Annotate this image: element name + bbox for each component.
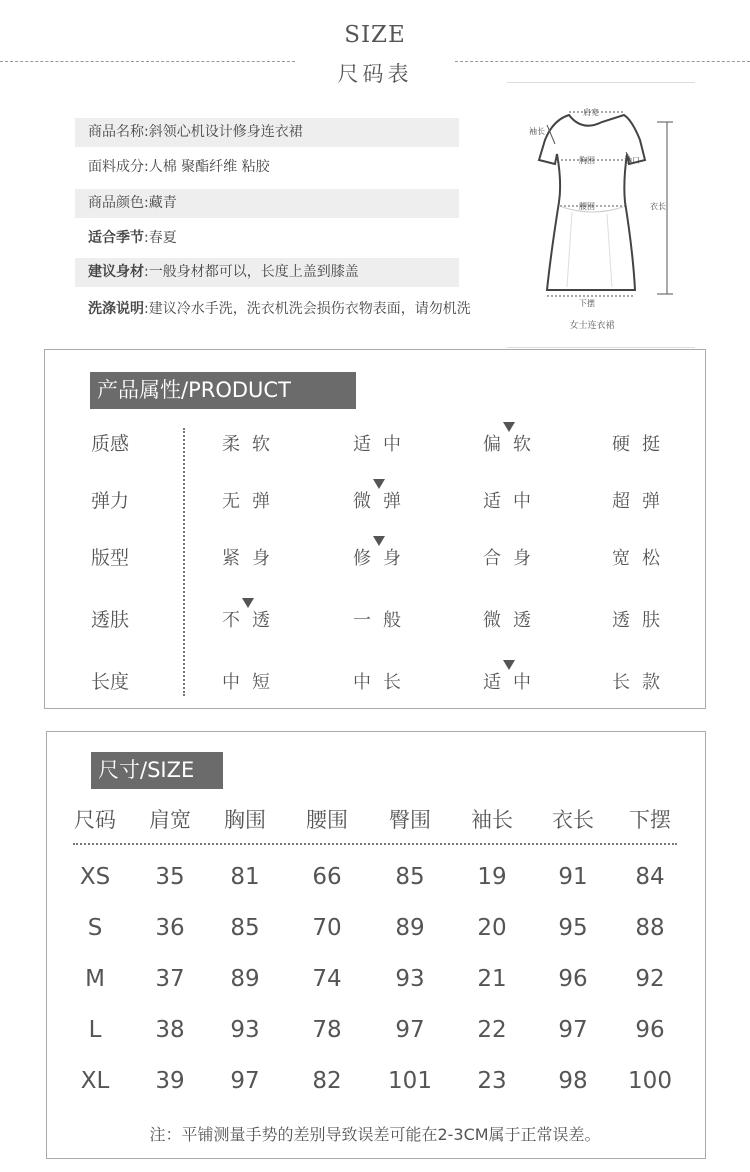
size-table-header-cell: 下摆 [629,808,671,832]
svg-text:腰围: 腰围 [579,202,595,211]
size-table-cell: 96 [635,1017,665,1043]
svg-text:胸围: 胸围 [579,156,595,165]
attribute-option: 紧身 [222,548,282,569]
size-table-cell: 95 [558,915,588,941]
size-table-cell: 97 [230,1068,260,1094]
size-table-cell: 38 [155,1017,185,1043]
attribute-option: 长款 [612,672,672,693]
size-table-cell: 21 [477,966,507,992]
size-table-cell: 84 [635,864,665,890]
attribute-option: 不透 [222,610,282,631]
svg-text:下摆: 下摆 [579,299,595,308]
size-table-cell: 91 [558,864,588,890]
size-table-cell: 20 [477,915,507,941]
svg-text:肩宽: 肩宽 [583,108,599,117]
selected-marker-icon [242,598,254,608]
info-row-washing: 洗涤说明:建议冷水手洗，洗衣机洗会损伤衣物表面，请勿机洗 [88,301,471,317]
size-table-cell: 22 [477,1017,507,1043]
attribute-option: 微弹 [353,491,413,512]
size-table-cell: 101 [388,1068,432,1094]
svg-text:衣长: 衣长 [650,202,666,211]
attribute-option: 适中 [483,672,543,693]
size-table-cell: XS [79,864,111,890]
attribute-option: 一般 [353,610,413,631]
attribute-option: 微透 [483,610,543,631]
info-row-name: 商品名称:斜领心机设计修身连衣裙 [75,118,459,147]
diagram-caption: 女士连衣裙 [569,321,615,331]
size-table-cell: 93 [230,1017,260,1043]
size-table-cell: S [87,915,103,941]
size-table-header-divider [73,843,677,845]
attributes-divider [183,428,185,696]
dress-measurement-diagram [507,82,697,350]
size-table-cell: 35 [155,864,185,890]
attribute-name: 质感 [91,433,130,455]
attribute-option: 透肤 [612,610,672,631]
size-table-header-cell: 衣长 [552,808,594,832]
size-table-cell: 39 [155,1068,185,1094]
attribute-name: 透肤 [91,609,130,631]
selected-marker-icon [373,536,385,546]
size-table-cell: M [85,966,105,992]
svg-text:袖长: 袖长 [529,127,545,136]
size-table-cell: 66 [312,864,342,890]
attribute-option: 硬挺 [612,434,672,455]
size-table-cell: 74 [312,966,342,992]
info-row-figure: 建议身材:一般身材都可以，长度上盖到膝盖 [75,258,459,287]
size-table-cell: 23 [477,1068,507,1094]
size-table-header-cell: 腰围 [306,808,348,832]
size-table-header-cell: 胸围 [224,808,266,832]
size-table-cell: 97 [395,1017,425,1043]
size-table-cell: 70 [312,915,342,941]
info-row-color: 商品颜色:藏青 [75,189,459,218]
size-table-cell: 82 [312,1068,342,1094]
dress-outline-icon [507,82,697,312]
size-table-cell: 89 [395,915,425,941]
size-table-cell: 37 [155,966,185,992]
size-table-cell: 89 [230,966,260,992]
size-table-panel [46,731,706,1159]
attribute-name: 长度 [91,671,130,693]
size-table-cell: 92 [635,966,665,992]
size-table-cell: 19 [477,864,507,890]
svg-text:袖口: 袖口 [624,156,640,165]
info-row-fabric: 面料成分:人棉 聚酯纤维 粘胶 [88,159,270,175]
selected-marker-icon [373,479,385,489]
size-table-tag: 尺寸/SIZE [91,752,223,789]
size-table-header-cell: 肩宽 [149,808,191,832]
size-table-cell: 93 [395,966,425,992]
size-table-cell: 85 [230,915,260,941]
page-title-en: SIZE [344,22,406,48]
size-table-cell: L [88,1017,102,1043]
attribute-option: 适中 [483,491,543,512]
size-table-header-cell: 臀围 [389,808,431,832]
attribute-name: 弹力 [91,490,130,512]
attribute-option: 合身 [483,548,543,569]
size-table-cell: 98 [558,1068,588,1094]
size-table-cell: 36 [155,915,185,941]
size-table-cell: 81 [230,864,260,890]
measurement-note: 注：平铺测量手势的差别导致误差可能在2-3CM属于正常误差。 [149,1125,601,1144]
attribute-option: 柔软 [222,434,282,455]
size-table-header-cell: 尺码 [74,808,116,832]
product-attributes-tag: 产品属性/PRODUCT [90,372,356,409]
selected-marker-icon [503,422,515,432]
size-table-cell: 85 [395,864,425,890]
size-table-cell: 96 [558,966,588,992]
selected-marker-icon [503,660,515,670]
size-table-cell: XL [80,1068,110,1094]
size-table-cell: 97 [558,1017,588,1043]
attribute-option: 偏软 [483,434,543,455]
page-title-cn: 尺码表 [337,62,413,86]
attribute-option: 适中 [353,434,413,455]
info-row-season: 适合季节:春夏 [88,230,177,246]
attribute-option: 超弹 [612,491,672,512]
size-table-cell: 78 [312,1017,342,1043]
attribute-option: 无弹 [222,491,282,512]
attribute-name: 版型 [91,547,130,569]
size-table-cell: 88 [635,915,665,941]
size-table-header-cell: 袖长 [471,808,513,832]
size-table-cell: 100 [628,1068,672,1094]
attribute-option: 修身 [353,548,413,569]
attribute-option: 宽松 [612,548,672,569]
attribute-option: 中短 [222,672,282,693]
attribute-option: 中长 [353,672,413,693]
